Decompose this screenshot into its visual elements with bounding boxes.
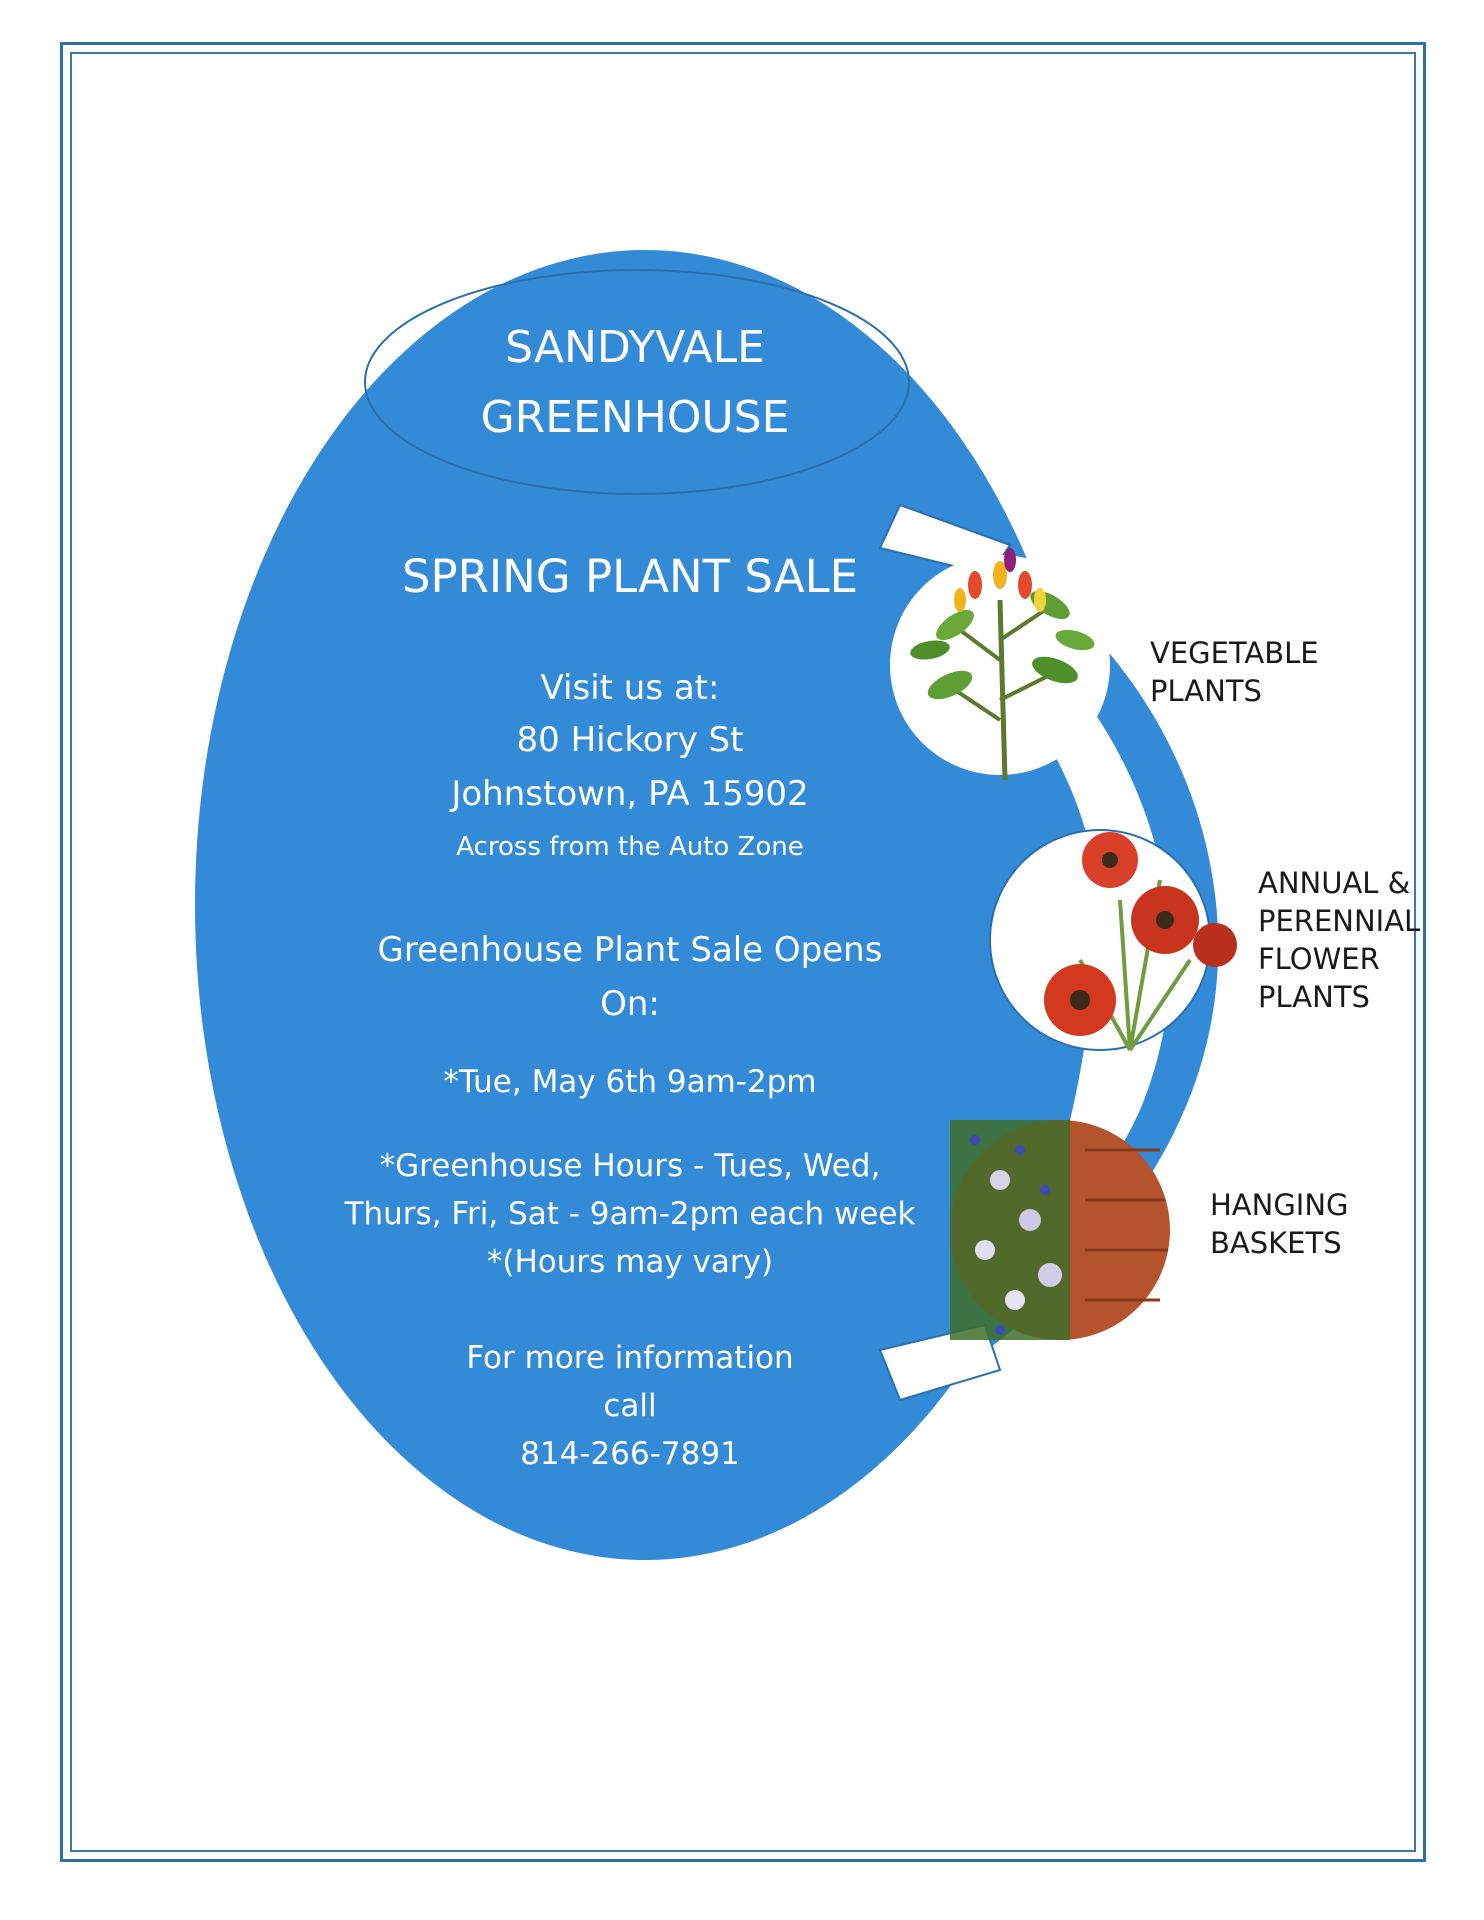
category-flower-line1: ANNUAL & (1258, 866, 1411, 900)
category-flower-line4: PLANTS (1258, 980, 1370, 1014)
category-baskets-line1: HANGING (1210, 1188, 1349, 1222)
category-flower-label (1258, 864, 1420, 1016)
location-landmark: Across from the Auto Zone (456, 832, 804, 862)
opening-line2: On: (600, 984, 660, 1024)
location-intro: Visit us at: (540, 668, 720, 708)
contact-phone: 814-266-7891 (520, 1436, 740, 1472)
contact-line1: For more information (466, 1340, 794, 1376)
category-baskets-label (1210, 1186, 1349, 1262)
location-street: 80 Hickory St (516, 720, 744, 760)
location-city: Johnstown, PA 15902 (451, 774, 809, 814)
category-flower-line2: PERENNIAL (1258, 904, 1421, 938)
category-vegetable-line2: PLANTS (1150, 674, 1262, 708)
hanging-basket-icon (950, 1120, 1170, 1340)
hours-line2: Thurs, Fri, Sat - 9am-2pm each week (344, 1196, 916, 1232)
opening-line1: Greenhouse Plant Sale Opens (377, 930, 883, 970)
business-name-line1: SANDYVALE (505, 322, 765, 373)
category-vegetable-label (1150, 634, 1319, 710)
category-vegetable-line1: VEGETABLE (1150, 636, 1319, 670)
business-name-line2: GREENHOUSE (480, 392, 790, 443)
opening-date: *Tue, May 6th 9am-2pm (443, 1064, 817, 1100)
hours-line3: *(Hours may vary) (486, 1244, 774, 1280)
category-baskets-line2: BASKETS (1210, 1226, 1342, 1260)
contact-line2: call (603, 1388, 657, 1424)
category-flower-line3: FLOWER (1258, 942, 1380, 976)
hours-line1: *Greenhouse Hours - Tues, Wed, (379, 1148, 881, 1184)
event-title: SPRING PLANT SALE (401, 550, 859, 603)
